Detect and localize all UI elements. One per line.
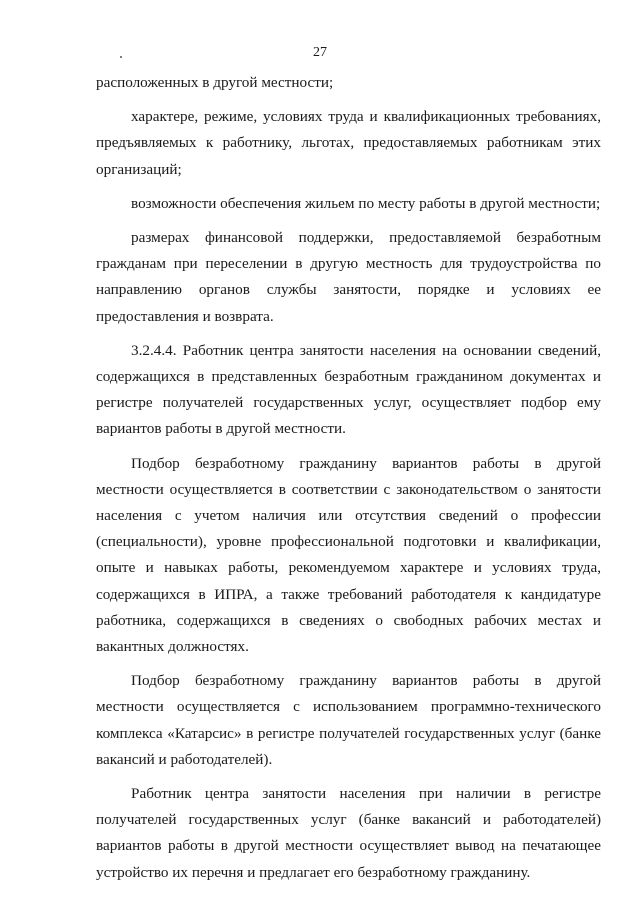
paragraph-continuation: расположенных в другой местности; xyxy=(96,74,334,91)
paragraph: Работник центра занятости населения при наличии в регистре получателей государственных услуг (банке вакансий и работодателей) вариантов работы в другой местности осуществляет вывод на печатающее устройство их перечня и предлагает его безработному гражданину. xyxy=(96,785,601,881)
paragraph: Подбор безработному гражданину вариантов работы в другой местности осуществляется в соответствии с законодательством о занятости населения с учетом наличия или отсутствия сведений о профессии (специальности), уровне профессиональной подготовки и квалификации, опыте и навыках работы, рекомендуемом характере и условиях труда, содержащихся в ИПРА, а также требований работодателя к кандидатуре работника, содержащихся в сведениях о свободных рабочих местах и вакантных должностях. xyxy=(96,454,601,656)
paragraph-section-3-2-4-4: 3.2.4.4. Работник центра занятости населения на основании сведений, содержащихся в представленных безработным гражданином документах и регистре получателей государственных услуг, осуществляет подбор ему вариантов работы в другой местности. xyxy=(96,341,601,438)
scan-speck xyxy=(120,56,122,58)
paragraph: возможности обеспечения жильем по месту работы в другой местности; xyxy=(131,194,601,212)
paragraph: размерах финансовой поддержки, предоставляемой безработным гражданам при переселении в другую местность для трудоустройства по направлению органов службы занятости, порядке и условиях ее предоставления и возврата. xyxy=(96,229,601,325)
page-number: 27 xyxy=(313,45,327,60)
document-body xyxy=(96,70,601,886)
paragraph: Подбор безработному гражданину вариантов работы в другой местности осуществляется с использованием программно-технического комплекса «Катарсис» в регистре получателей государственных услуг (банке вакансий и работодателей). xyxy=(96,672,601,768)
paragraph: характере, режиме, условиях труда и квалификационных требованиях, предъявляемых к работнику, льготах, предоставляемых работникам этих организаций; xyxy=(96,108,601,178)
